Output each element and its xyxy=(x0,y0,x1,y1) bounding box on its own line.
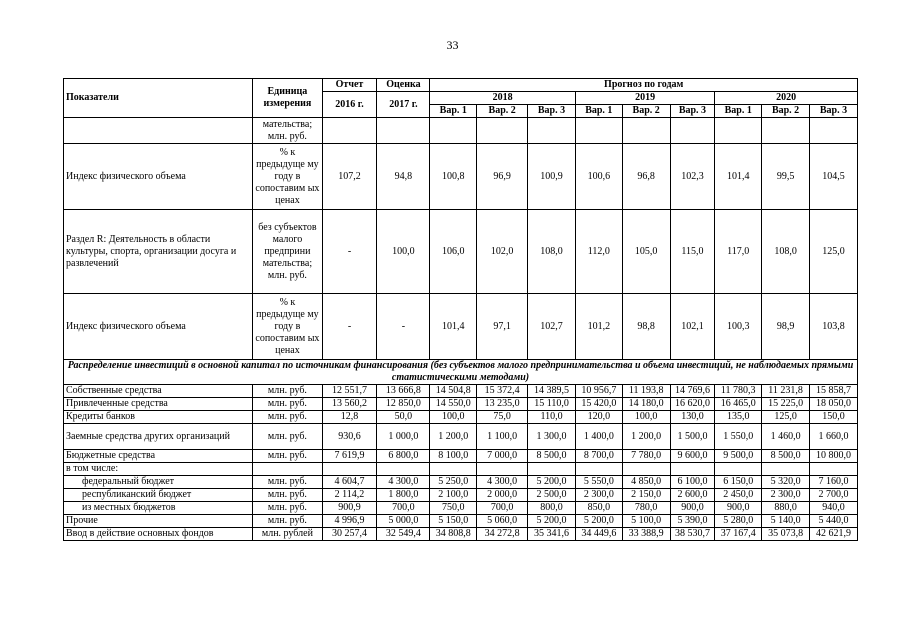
cell-value: 1 200,0 xyxy=(430,424,477,450)
cell-value: 8 700,0 xyxy=(575,450,622,463)
header-variant: Вар. 1 xyxy=(715,105,762,118)
cell-value xyxy=(622,463,670,476)
section-title: Распределение инвестиций в основной капитал по источникам финансирования (без субъектов малого предпринимательства и объема инвестиций, не наблюдаемых прямыми статистическими методами) xyxy=(64,360,858,385)
cell-value: 125,0 xyxy=(809,210,857,294)
cell-value: 2 700,0 xyxy=(809,489,857,502)
cell-value xyxy=(430,463,477,476)
header-variant: Вар. 2 xyxy=(762,105,810,118)
cell-value: 108,0 xyxy=(528,210,576,294)
header-year: 2020 xyxy=(715,92,858,105)
cell-value: 34 272,8 xyxy=(477,528,528,541)
cell-value: 6 150,0 xyxy=(715,476,762,489)
cell-value: 7 619,9 xyxy=(322,450,377,463)
row-unit xyxy=(253,463,322,476)
cell-value xyxy=(762,463,810,476)
cell-value: 4 604,7 xyxy=(322,476,377,489)
cell-value xyxy=(715,118,762,144)
row-unit: млн. руб. xyxy=(253,398,322,411)
cell-value: 2 100,0 xyxy=(430,489,477,502)
cell-value: 102,7 xyxy=(528,294,576,360)
cell-value xyxy=(477,118,528,144)
cell-value: 1 460,0 xyxy=(762,424,810,450)
cell-value: 14 389,5 xyxy=(528,385,576,398)
cell-value: 4 300,0 xyxy=(477,476,528,489)
cell-value: 6 100,0 xyxy=(670,476,715,489)
row-unit: млн. руб. xyxy=(253,385,322,398)
cell-value: 13 560,2 xyxy=(322,398,377,411)
cell-value: 94,8 xyxy=(377,144,430,210)
cell-value: 106,0 xyxy=(430,210,477,294)
cell-value: 14 550,0 xyxy=(430,398,477,411)
cell-value: 101,4 xyxy=(430,294,477,360)
row-label: федеральный бюджет xyxy=(64,476,253,489)
cell-value: 30 257,4 xyxy=(322,528,377,541)
row-label: Собственные средства xyxy=(64,385,253,398)
cell-value: 12 850,0 xyxy=(377,398,430,411)
cell-value: 102,0 xyxy=(477,210,528,294)
cell-value: 2 300,0 xyxy=(575,489,622,502)
cell-value: 110,0 xyxy=(528,411,576,424)
cell-value: 150,0 xyxy=(809,411,857,424)
cell-value: 42 621,9 xyxy=(809,528,857,541)
cell-value: 900,0 xyxy=(670,502,715,515)
cell-value xyxy=(377,463,430,476)
row-unit: млн. руб. xyxy=(253,515,322,528)
row-unit: млн. руб. xyxy=(253,476,322,489)
cell-value: 101,2 xyxy=(575,294,622,360)
cell-value: 5 100,0 xyxy=(622,515,670,528)
cell-value: 1 200,0 xyxy=(622,424,670,450)
cell-value: 10 956,7 xyxy=(575,385,622,398)
cell-value: 15 110,0 xyxy=(528,398,576,411)
cell-value: 103,8 xyxy=(809,294,857,360)
cell-value: 2 450,0 xyxy=(715,489,762,502)
cell-value: 96,8 xyxy=(622,144,670,210)
cell-value: 2 500,0 xyxy=(528,489,576,502)
row-unit: мательства; млн. руб. xyxy=(253,118,322,144)
cell-value: 50,0 xyxy=(377,411,430,424)
cell-value: 4 996,9 xyxy=(322,515,377,528)
row-unit: млн. руб. xyxy=(253,424,322,450)
header-year-2017: 2017 г. xyxy=(377,92,430,118)
cell-value: 34 449,6 xyxy=(575,528,622,541)
cell-value: 34 808,8 xyxy=(430,528,477,541)
header-variant: Вар. 3 xyxy=(670,105,715,118)
cell-value: 13 235,0 xyxy=(477,398,528,411)
cell-value xyxy=(670,463,715,476)
row-label: Кредиты банков xyxy=(64,411,253,424)
cell-value: 37 167,4 xyxy=(715,528,762,541)
cell-value: 900,9 xyxy=(322,502,377,515)
cell-value: 5 440,0 xyxy=(809,515,857,528)
table-row xyxy=(64,476,858,489)
cell-value: 2 300,0 xyxy=(762,489,810,502)
forecast-table xyxy=(63,78,858,541)
cell-value: 700,0 xyxy=(477,502,528,515)
page-number: 33 xyxy=(446,38,459,52)
header-indicators: Показатели xyxy=(64,79,253,118)
cell-value: 75,0 xyxy=(477,411,528,424)
cell-value: 9 500,0 xyxy=(715,450,762,463)
row-label: Ввод в действие основных фондов xyxy=(64,528,253,541)
row-label: Прочие xyxy=(64,515,253,528)
cell-value xyxy=(477,463,528,476)
cell-value: 750,0 xyxy=(430,502,477,515)
cell-value: 2 000,0 xyxy=(477,489,528,502)
cell-value: 4 300,0 xyxy=(377,476,430,489)
cell-value: 16 620,0 xyxy=(670,398,715,411)
cell-value: 15 372,4 xyxy=(477,385,528,398)
row-label: Раздел R: Деятельность в области культуры, спорта, организации досуга и развлечений xyxy=(64,210,253,294)
cell-value: 8 500,0 xyxy=(528,450,576,463)
cell-value: 16 465,0 xyxy=(715,398,762,411)
cell-value: 32 549,4 xyxy=(377,528,430,541)
cell-value: 101,4 xyxy=(715,144,762,210)
cell-value: 102,1 xyxy=(670,294,715,360)
cell-value: 98,9 xyxy=(762,294,810,360)
cell-value: - xyxy=(322,294,377,360)
header-variant: Вар. 2 xyxy=(477,105,528,118)
cell-value xyxy=(715,463,762,476)
cell-value: 112,0 xyxy=(575,210,622,294)
cell-value: 5 280,0 xyxy=(715,515,762,528)
cell-value: 940,0 xyxy=(809,502,857,515)
cell-value: 780,0 xyxy=(622,502,670,515)
cell-value: 900,0 xyxy=(715,502,762,515)
cell-value xyxy=(322,118,377,144)
table-row xyxy=(64,294,858,360)
cell-value: 700,0 xyxy=(377,502,430,515)
row-label: в том числе: xyxy=(64,463,253,476)
cell-value: 130,0 xyxy=(670,411,715,424)
cell-value: 100,3 xyxy=(715,294,762,360)
cell-value xyxy=(622,118,670,144)
cell-value: 100,8 xyxy=(430,144,477,210)
cell-value: 12,8 xyxy=(322,411,377,424)
cell-value: 135,0 xyxy=(715,411,762,424)
cell-value: 8 500,0 xyxy=(762,450,810,463)
header-year: 2019 xyxy=(575,92,714,105)
row-unit: % к предыдуще му году в сопоставим ых ценах xyxy=(253,294,322,360)
cell-value: 99,5 xyxy=(762,144,810,210)
row-label: Заемные средства других организаций xyxy=(64,424,253,450)
cell-value: - xyxy=(377,294,430,360)
cell-value: 100,0 xyxy=(430,411,477,424)
row-label: Индекс физического объема xyxy=(64,144,253,210)
cell-value: 5 200,0 xyxy=(528,515,576,528)
cell-value: 880,0 xyxy=(762,502,810,515)
header-variant: Вар. 2 xyxy=(622,105,670,118)
cell-value: 1 660,0 xyxy=(809,424,857,450)
cell-value: 117,0 xyxy=(715,210,762,294)
header-year: 2018 xyxy=(430,92,576,105)
cell-value: 100,6 xyxy=(575,144,622,210)
cell-value: 10 800,0 xyxy=(809,450,857,463)
table-row xyxy=(64,528,858,541)
cell-value xyxy=(762,118,810,144)
cell-value: 35 341,6 xyxy=(528,528,576,541)
cell-value xyxy=(670,118,715,144)
row-unit: млн. руб. xyxy=(253,489,322,502)
cell-value: 13 666,8 xyxy=(377,385,430,398)
cell-value: 102,3 xyxy=(670,144,715,210)
cell-value: 5 550,0 xyxy=(575,476,622,489)
cell-value: 5 200,0 xyxy=(575,515,622,528)
cell-value xyxy=(575,118,622,144)
table-row xyxy=(64,515,858,528)
table-row xyxy=(64,463,858,476)
cell-value: 7 160,0 xyxy=(809,476,857,489)
table-row xyxy=(64,385,858,398)
cell-value: 15 225,0 xyxy=(762,398,810,411)
cell-value: 5 200,0 xyxy=(528,476,576,489)
cell-value: 100,0 xyxy=(622,411,670,424)
cell-value: 7 780,0 xyxy=(622,450,670,463)
cell-value xyxy=(809,118,857,144)
cell-value xyxy=(322,463,377,476)
row-label: республиканский бюджет xyxy=(64,489,253,502)
cell-value: 14 769,6 xyxy=(670,385,715,398)
table-row xyxy=(64,411,858,424)
cell-value: 100,0 xyxy=(377,210,430,294)
cell-value xyxy=(377,118,430,144)
row-unit: млн. руб. xyxy=(253,502,322,515)
cell-value: 5 150,0 xyxy=(430,515,477,528)
cell-value: 1 500,0 xyxy=(670,424,715,450)
cell-value: 96,9 xyxy=(477,144,528,210)
cell-value: 930,6 xyxy=(322,424,377,450)
table-row xyxy=(64,489,858,502)
cell-value xyxy=(528,118,576,144)
cell-value: 7 000,0 xyxy=(477,450,528,463)
cell-value: 1 400,0 xyxy=(575,424,622,450)
cell-value xyxy=(809,463,857,476)
cell-value: 11 231,8 xyxy=(762,385,810,398)
header-estimate: Оценка xyxy=(377,79,430,92)
table-row xyxy=(64,450,858,463)
cell-value: 15 420,0 xyxy=(575,398,622,411)
cell-value: 100,9 xyxy=(528,144,576,210)
cell-value: 120,0 xyxy=(575,411,622,424)
cell-value: 4 850,0 xyxy=(622,476,670,489)
cell-value: 1 550,0 xyxy=(715,424,762,450)
cell-value: 107,2 xyxy=(322,144,377,210)
row-unit: % к предыдуще му году в сопоставим ых ценах xyxy=(253,144,322,210)
cell-value: 5 140,0 xyxy=(762,515,810,528)
cell-value: 1 000,0 xyxy=(377,424,430,450)
cell-value: 1 800,0 xyxy=(377,489,430,502)
row-label: Привлеченные средства xyxy=(64,398,253,411)
cell-value: 800,0 xyxy=(528,502,576,515)
row-unit: млн. руб. xyxy=(253,450,322,463)
row-unit: млн. руб. xyxy=(253,411,322,424)
cell-value: 8 100,0 xyxy=(430,450,477,463)
cell-value: 11 780,3 xyxy=(715,385,762,398)
cell-value: 33 388,9 xyxy=(622,528,670,541)
cell-value xyxy=(528,463,576,476)
cell-value: 15 858,7 xyxy=(809,385,857,398)
cell-value: 104,5 xyxy=(809,144,857,210)
cell-value: 38 530,7 xyxy=(670,528,715,541)
cell-value: 5 000,0 xyxy=(377,515,430,528)
cell-value: 108,0 xyxy=(762,210,810,294)
table-row xyxy=(64,502,858,515)
header-variant: Вар. 1 xyxy=(575,105,622,118)
header-report: Отчет xyxy=(322,79,377,92)
cell-value: 850,0 xyxy=(575,502,622,515)
cell-value: 5 390,0 xyxy=(670,515,715,528)
cell-value: 6 800,0 xyxy=(377,450,430,463)
cell-value: 9 600,0 xyxy=(670,450,715,463)
cell-value: 14 180,0 xyxy=(622,398,670,411)
row-label xyxy=(64,118,253,144)
cell-value: 98,8 xyxy=(622,294,670,360)
table-row xyxy=(64,144,858,210)
cell-value: 1 300,0 xyxy=(528,424,576,450)
header-forecast: Прогноз по годам xyxy=(430,79,858,92)
cell-value: - xyxy=(322,210,377,294)
cell-value: 5 320,0 xyxy=(762,476,810,489)
table-row xyxy=(64,210,858,294)
cell-value: 125,0 xyxy=(762,411,810,424)
table-row xyxy=(64,398,858,411)
header-variant: Вар. 1 xyxy=(430,105,477,118)
cell-value: 14 504,8 xyxy=(430,385,477,398)
header-year-2016: 2016 г. xyxy=(322,92,377,118)
cell-value: 105,0 xyxy=(622,210,670,294)
row-label: Индекс физического объема xyxy=(64,294,253,360)
cell-value: 1 100,0 xyxy=(477,424,528,450)
cell-value: 2 600,0 xyxy=(670,489,715,502)
cell-value: 18 050,0 xyxy=(809,398,857,411)
cell-value: 97,1 xyxy=(477,294,528,360)
cell-value xyxy=(430,118,477,144)
header-variant: Вар. 3 xyxy=(809,105,857,118)
cell-value: 12 551,7 xyxy=(322,385,377,398)
cell-value: 5 060,0 xyxy=(477,515,528,528)
cell-value: 11 193,8 xyxy=(622,385,670,398)
cell-value: 2 150,0 xyxy=(622,489,670,502)
cell-value: 35 073,8 xyxy=(762,528,810,541)
header-unit: Единица измерения xyxy=(253,79,322,118)
cell-value: 5 250,0 xyxy=(430,476,477,489)
cell-value: 115,0 xyxy=(670,210,715,294)
cell-value xyxy=(575,463,622,476)
row-unit: без субъектов малого предприни мательства; млн. руб. xyxy=(253,210,322,294)
header-variant: Вар. 3 xyxy=(528,105,576,118)
cell-value: 2 114,2 xyxy=(322,489,377,502)
table-row xyxy=(64,424,858,450)
row-label: Бюджетные средства xyxy=(64,450,253,463)
table-row xyxy=(64,118,858,144)
row-label: из местных бюджетов xyxy=(64,502,253,515)
row-unit: млн. рублей xyxy=(253,528,322,541)
